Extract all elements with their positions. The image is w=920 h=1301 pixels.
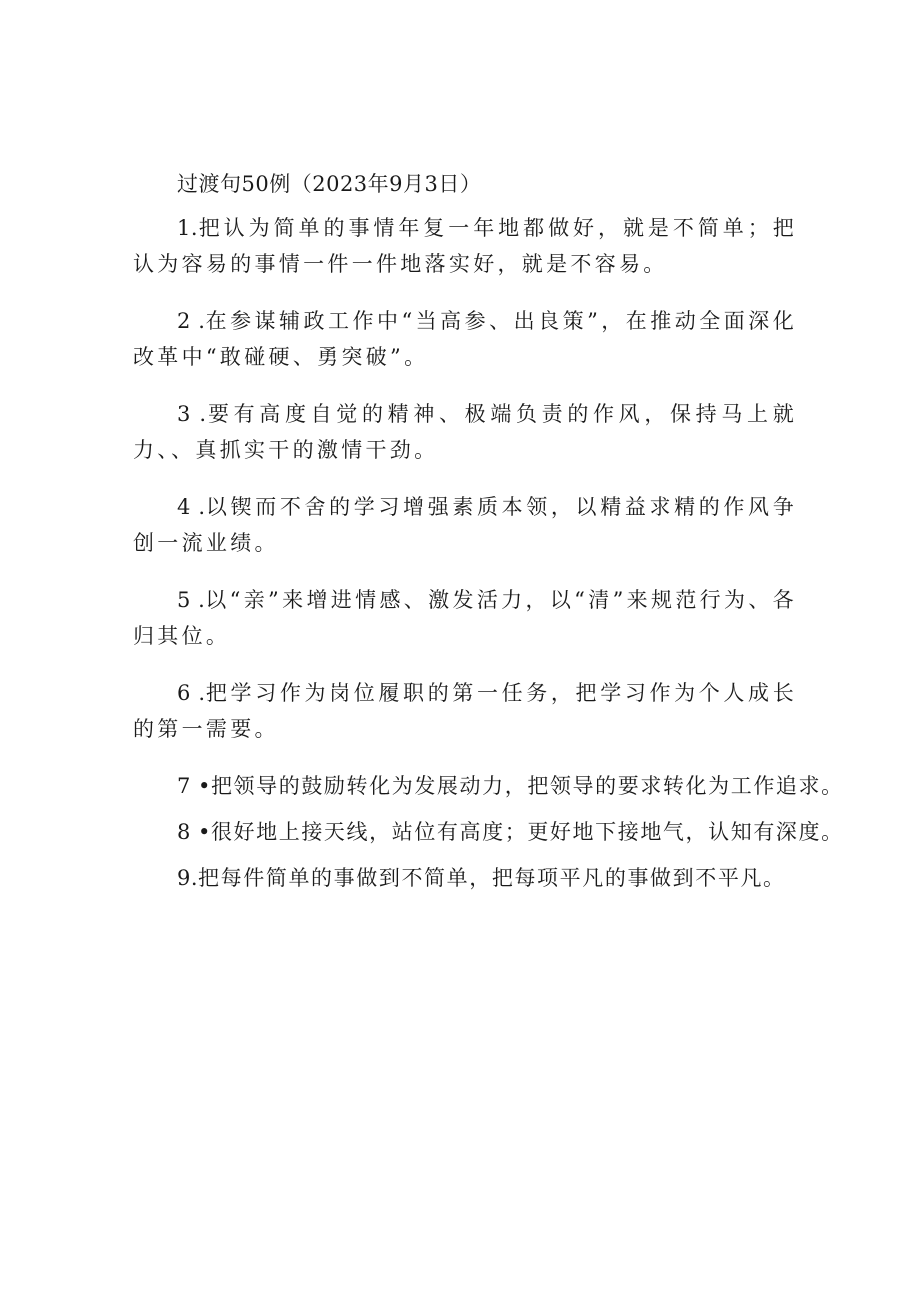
item-number: 7 • [177,774,211,798]
document-body [133,166,844,906]
list-item-7 [133,768,844,804]
list-item-6 [133,675,797,747]
item-text: 把认为简单的事情年复一年地都做好，就是不简单；把认为容易的事情一件一件地落实好，就是不容易。 [133,216,797,276]
item-text: 以“亲”来增进情感、激发活力，以“清”来规范行为、各归其位。 [133,588,797,648]
list-item-3 [133,396,797,468]
item-number: 6 . [177,681,206,705]
item-text: 以锲而不舍的学习增强素质本领，以精益求精的作风争创一流业绩。 [133,495,797,555]
item-text: 把领导的鼓励转化为发展动力，把领导的要求转化为工作追求。 [210,774,844,798]
item-number: 9. [177,866,199,890]
item-number: 1. [177,216,199,240]
document-title: 过渡句50例（2023年9月3日） [177,172,482,196]
item-text: 要有高度自觉的精神、极端负责的作风，保持马上就力、、真抓实干的激情干劲。 [133,402,797,462]
item-text: 很好地上接天线，站位有高度；更好地下接地气，认知有深度。 [210,820,844,844]
item-text: 把每件简单的事做到不简单，把每项平凡的事做到不平凡。 [198,866,786,890]
item-number: 3 . [177,402,207,426]
list-item-5 [133,582,797,654]
item-text: 在参谋辅政工作中“当高参、出良策”，在推动全面深化改革中“敢碰硬、勇突破”。 [133,309,797,369]
list-item-8 [133,814,844,850]
list-item-2 [133,303,797,375]
item-text: 把学习作为岗位履职的第一任务，把学习作为个人成长的第一需要。 [133,681,797,741]
list-item-9 [133,860,797,896]
item-number: 4 . [177,495,206,519]
item-number: 2 . [177,309,206,333]
item-number: 5 . [177,588,206,612]
item-number: 8 • [177,820,211,844]
list-item-4 [133,489,797,561]
list-item-1 [133,210,797,282]
